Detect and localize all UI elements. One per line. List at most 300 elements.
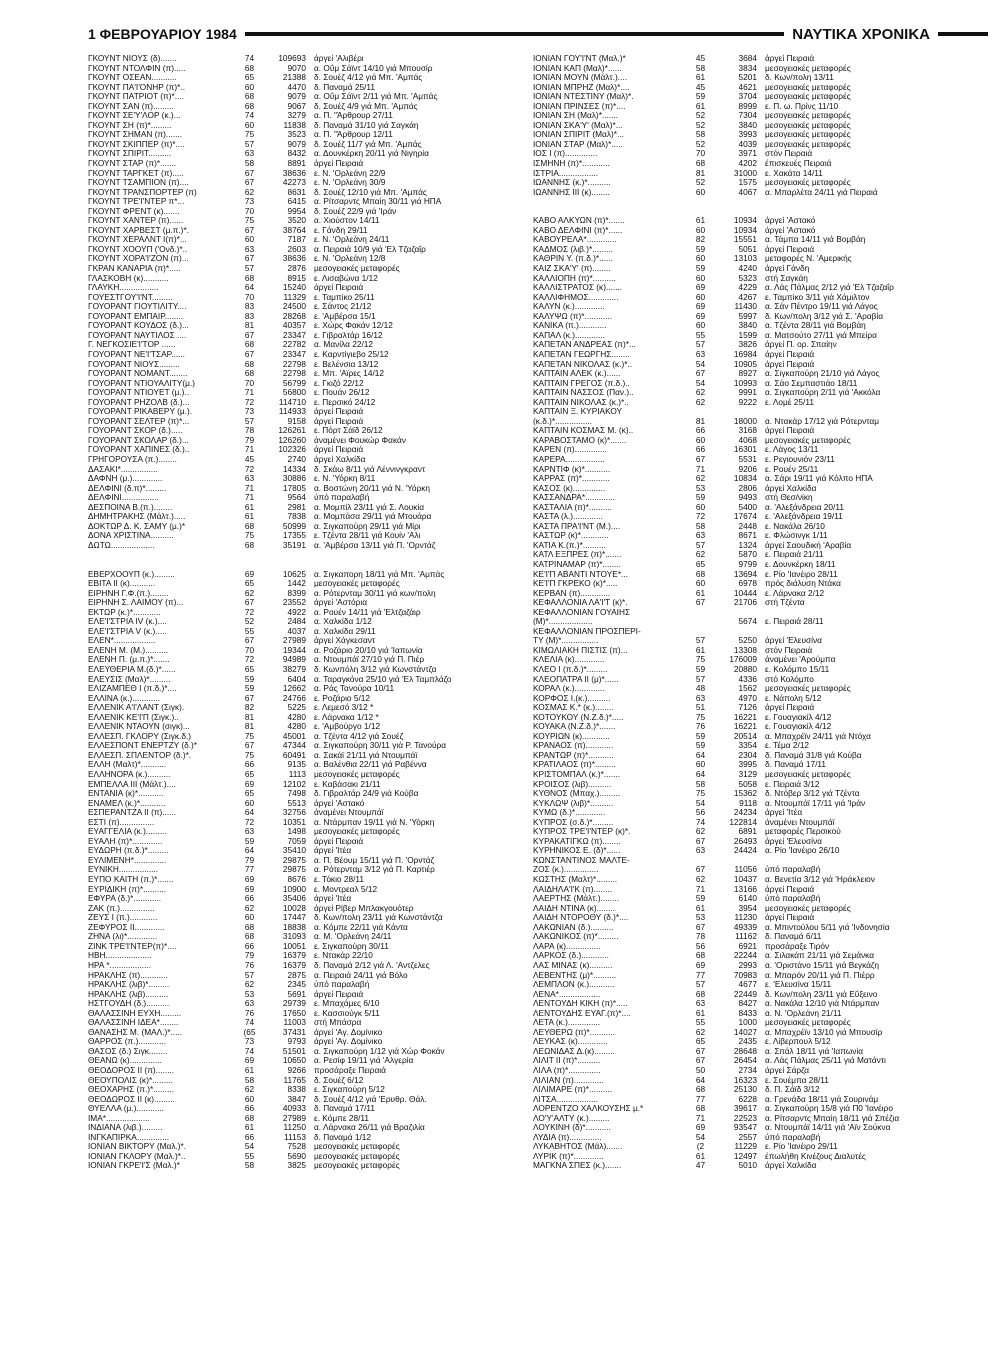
ship-row [88, 808, 528, 818]
ship-row [88, 818, 528, 828]
ship-position: α. Μομπάσα 29/11 γιά Μτουάρα [314, 512, 432, 522]
build-year: 52 [695, 178, 706, 188]
ship-name: ΚΥΘΝΟΣ (Μπαχ.)......... [533, 789, 621, 799]
ship-row [533, 1095, 973, 1105]
ship-name: ΓΚΟΥΝΤ ΤΣΑΜΠΙΟΝ (π).... [88, 178, 189, 188]
tonnage: 13308 [733, 645, 757, 655]
ship-row [88, 608, 528, 618]
ship-position: α. Π. "Άρθρουρ 12/11 [314, 130, 393, 140]
tonnage: 10625 [282, 569, 306, 579]
ship-position: έπισκευές Πειραιά [765, 159, 832, 169]
ship-position: ε. Καρντίγιεβο 25/12 [314, 349, 389, 359]
tonnage: 9954 [287, 206, 306, 216]
build-year: 60 [244, 1094, 255, 1104]
ship-name: (κ.δ.)*................ [533, 416, 593, 426]
ship-row [88, 111, 528, 121]
build-year: 71 [695, 884, 706, 894]
ship-row [533, 818, 973, 828]
build-year: 60 [244, 235, 255, 245]
tonnage: 126260 [278, 435, 306, 445]
ship-name: ΕΛΕ'Ι'ΣΤΡΙΑ V (κ.)..... [88, 626, 167, 636]
ship-name: ΔΟΝΑ ΧΡΙΣΤΙΝΑ.......... [88, 531, 174, 541]
build-year: 82 [244, 703, 255, 713]
tonnage: 4240 [738, 264, 757, 274]
build-year: 74 [244, 111, 255, 121]
ship-row [88, 703, 528, 713]
ship-position: δ. Παναμά 31/8 γιά Κούβα [765, 750, 862, 760]
tonnage: 16984 [733, 349, 757, 359]
ship-position: δ. Π. Σάϊδ 3/12 [765, 1085, 820, 1095]
tonnage: 12102 [282, 779, 306, 789]
ship-row [533, 846, 973, 856]
ship-position: ε. Κολόμπο 15/11 [765, 665, 830, 674]
ship-row [533, 235, 973, 245]
ship-position: άργεί Πειραιά [314, 283, 364, 293]
ship-row [88, 913, 528, 923]
build-year: 70 [244, 378, 255, 388]
ship-row [88, 121, 528, 131]
build-year: 63 [695, 693, 706, 703]
tonnage: 11250 [283, 1123, 306, 1133]
tonnage: 17650 [282, 1008, 306, 1018]
ship-position: δ. Παναμά 1/12 [314, 1132, 371, 1142]
ship-row [533, 54, 973, 64]
build-year: 67 [244, 178, 255, 188]
tonnage: 8915 [287, 273, 306, 283]
ship-name: ΘΑΣΟΣ (δ.) Σιγκ........ [88, 1046, 168, 1056]
build-year: 66 [244, 1104, 255, 1114]
tonnage: 126261 [278, 426, 306, 436]
build-year: 67 [244, 349, 255, 359]
tonnage: 94989 [282, 655, 306, 665]
ship-name: ΕΥΑΓΓΕΛΙΑ (κ.)......... [88, 827, 167, 837]
ship-name: ΙΟΝΙΑΝ ΜΟΥΝ (Μάλτ.).... [533, 73, 628, 83]
build-year: 76 [244, 960, 255, 970]
ship-position: ε. Πειραιά 3/12 [765, 779, 820, 789]
ship-name: ΔΗΜΗΤΡΑΚΗΣ (Μάλτ.)..... [88, 512, 186, 522]
tonnage: 10834 [733, 474, 757, 484]
tonnage: 18838 [282, 922, 306, 932]
ship-position: ε. Φλώσινγκ 1/11 [765, 531, 828, 541]
ship-row [88, 1123, 528, 1133]
build-year: 45 [244, 454, 255, 464]
build-year: 59 [695, 92, 706, 102]
ship-name: ΖΟΣ (κ.)............... [533, 865, 599, 875]
build-year: 57 [695, 980, 706, 990]
ship-name: ΚΑΒΟ ΔΕΛΦΙΝΙ (π)*...... [533, 225, 623, 235]
tonnage: 15551 [733, 235, 757, 245]
ship-row [88, 331, 528, 341]
ship-row [533, 522, 973, 532]
build-year: 69 [695, 311, 706, 321]
ship-position: δ. Σουέζ 11/7 γιά Μπ. 'Αμπάς [314, 139, 422, 149]
tonnage: 7187 [287, 235, 306, 245]
build-year: 66 [695, 445, 706, 455]
build-year: 57 [244, 416, 255, 426]
ship-position: ε. Λάρνακα 2/12 [765, 588, 825, 598]
ship-position: α. Ρεσίφ 19/11 γιά 'Αλγερία [314, 1056, 414, 1066]
build-year: 62 [695, 550, 706, 560]
tonnage: 9222 [738, 397, 757, 407]
ship-position: μεταφορές Ν. 'Αμερικής [765, 254, 852, 264]
ship-row [88, 885, 528, 895]
ship-position: α. Ντουμπάϊ 27/10 γιά Π. Πιέρ [314, 655, 425, 665]
build-year: 67 [695, 865, 706, 875]
tonnage: 93547 [733, 1123, 757, 1133]
build-year: 66 [244, 760, 255, 770]
ship-position: μεσογειακές μεταφορές [314, 770, 400, 780]
ship-row [533, 331, 973, 341]
build-year: 72 [244, 397, 255, 407]
build-year: 50 [695, 1065, 706, 1075]
ship-name: ΕΣΤΙ (π)............... [88, 817, 155, 827]
ship-row [533, 741, 973, 751]
build-year: 67 [244, 168, 255, 178]
ship-row [533, 760, 973, 770]
build-year: 68 [695, 569, 706, 579]
ship-name: ΚΥΚΛΩΨ (λιβ)*.......... [533, 798, 614, 808]
ship-row [533, 1076, 973, 1086]
ship-name: ΙΟΝΙΑΝ ΒΙΚΤΟΡΥ (Μαλ.)*. [88, 1142, 187, 1152]
ship-position: δ. Σουέζ 12/10 γιά Μπ. 'Αμπάς [314, 187, 427, 197]
ship-row [533, 274, 973, 284]
tonnage: 3995 [738, 760, 757, 770]
ship-position: ε. Λεμεσό 3/12 * [314, 703, 374, 713]
build-year: 81 [244, 321, 255, 331]
ship-position: ε. Πειραιά 28/11 [765, 617, 824, 627]
build-year: 81 [244, 722, 255, 732]
tonnage: 4621 [738, 82, 757, 92]
ship-name: ΚΑΠΕΤΑΝ ΓΕΩΡΓΗΣ........ [533, 349, 630, 359]
tonnage: 7838 [287, 512, 306, 522]
build-year: 61 [695, 1008, 706, 1018]
ship-position: α. Τζέντα 4/12 γιά Σουέζ [314, 731, 404, 741]
ship-row [533, 388, 973, 398]
ship-position: ε. Γκιζό 22/12 [314, 378, 364, 388]
tonnage: 10351 [282, 817, 306, 827]
build-year: 69 [244, 569, 255, 579]
tonnage: 9118 [739, 798, 757, 808]
tonnage: 10934 [733, 216, 757, 226]
ship-name: ΚΟΡΦΟΣ Ι.(κ.).......... [533, 693, 611, 703]
ship-name: ΕΥΝΙΚΗ................. [88, 865, 159, 875]
ship-name: ΓΚΟΥΝΤ ΧΑΝΤΕΡ (π)...... [88, 216, 184, 226]
ship-row [88, 379, 528, 389]
build-year: 64 [695, 1075, 706, 1085]
ship-name: ΚΑΔΜΟΣ (λιβ.)*......... [533, 244, 613, 254]
tonnage: 11229 [734, 1142, 757, 1152]
ship-name: ΙΣΜΗΝΗ (π)*............ [533, 159, 610, 169]
build-year: 55 [695, 1018, 706, 1028]
ship-row [88, 713, 528, 723]
ship-position: άργεί 'Αστακό [765, 216, 816, 226]
ship-row [88, 1028, 528, 1038]
ship-name: ΚΕΡΒΑΝ (π)............. [533, 588, 611, 598]
tonnage: 3847 [287, 1094, 306, 1104]
ship-row [88, 980, 528, 990]
ship-name: ΛΕΝΤΟΥΔΗ ΚΙΚΗ (π)*..... [533, 999, 628, 1009]
ship-row [88, 770, 528, 780]
ship-name: ΓΟΥΟΡΑΝΤ ΝΤΙΟΥΕΤ (μ.).. [88, 388, 190, 398]
build-year: 68 [244, 359, 255, 369]
ship-name: ΓΟΥΟΡΑΝΤ ΣΕΛΤΕΡ (π)*... [88, 416, 190, 426]
tonnage: 10650 [282, 1056, 306, 1066]
tonnage: 9991 [738, 388, 757, 398]
ship-row [88, 846, 528, 856]
ship-position: άργεί 'Αλιβέρι [314, 54, 364, 63]
ship-name: ΕΛΛΗΝΟΡΑ (κ.).......... [88, 770, 171, 780]
tonnage: 10028 [282, 903, 306, 913]
build-year: 81 [695, 416, 706, 426]
ship-position [765, 407, 973, 417]
ship-name: ΖΕΦΥΡΟΣ ΙΙ............. [88, 922, 165, 932]
tonnage: 5997 [738, 311, 757, 321]
ship-name: ΛΑΡΑ (κ)............... [533, 941, 601, 951]
tonnage: 42273 [282, 178, 306, 188]
build-year: 65 [695, 559, 706, 569]
ship-name: ΚΑΠΤΑΙΝ ΝΑΣΣΟΣ (Παν.).. [533, 388, 634, 398]
tonnage [717, 627, 765, 637]
ship-row [88, 827, 528, 837]
ship-position: α. Λάς Πάλμας 2/12 γιά 'Ελ Τζαζαΐρ [765, 283, 894, 293]
ship-position: ε. Κασσιούγκ 5/11 [314, 1008, 380, 1018]
ship-name: ΓΚΟΥΝΤ ΝΙΟΥΣ (δ)....... [88, 54, 177, 63]
ship-position: ε. Σιγκαπούρη 30/11 [314, 941, 389, 951]
build-year: 68 [244, 340, 255, 350]
build-year: 63 [244, 827, 255, 837]
tonnage: 11838 [283, 120, 306, 130]
ship-name: ΓΟΥΟΡΑΝΤ ΕΜΠΑΙΡ........ [88, 311, 184, 321]
ship-position: στή Μπάσρα [314, 1018, 362, 1028]
ship-name: ΕΛΛΗ (Μαλτ)*........... [88, 760, 167, 770]
build-year: 57 [695, 636, 706, 646]
build-year: 53 [695, 483, 706, 493]
tonnage: 25130 [733, 1085, 757, 1095]
ship-row [88, 684, 528, 694]
tonnage: 4922 [287, 607, 306, 617]
build-year: 69 [244, 779, 255, 789]
ship-row [88, 92, 528, 102]
tonnage: 22798 [282, 369, 306, 379]
ship-row [88, 245, 528, 255]
ship-row [88, 741, 528, 751]
ship-position: ε. Ταμπίκο 25/11 [314, 292, 375, 302]
ship-row [88, 675, 528, 685]
ship-name: ΖΕΥΣ Ι (π.)............ [88, 913, 158, 923]
ship-position: άναμένει Ντουμπάϊ [314, 808, 384, 818]
build-year: 68 [244, 369, 255, 379]
ship-name: ΚΑΠΤΑΙΝ ΑΛΕΚ (κ.)...... [533, 369, 621, 379]
ship-position: ε. Ρουέν 25/11 [765, 464, 819, 474]
ship-name: ΛΙΛΙΤ ΙΙ (π)*.......... [533, 1056, 601, 1066]
ship-position: άργεί Πειραιά [314, 407, 364, 417]
build-year: 52 [695, 120, 706, 130]
build-year: 45 [695, 82, 706, 92]
tonnage: 5513 [287, 798, 306, 808]
ship-position: α. Χιούστον 14/11 [314, 216, 380, 226]
ship-row [533, 426, 973, 436]
ship-position: α. Σάρι 19/11 γιά Κόλπο ΗΠΑ [765, 474, 873, 484]
build-year: 61 [695, 645, 706, 655]
ship-name: ΚΑΠΤΑΙΝ ΓΡΕΓΟΣ (π.δ.).. [533, 378, 630, 388]
build-year: 68 [695, 1104, 706, 1114]
ship-name: ΙΟΝΙΑΝ ΓΟΥ'Ι'ΝΤ (Μαλ.)* [533, 54, 626, 63]
build-year: 67 [695, 1056, 706, 1066]
ship-position: ε. Μπαχάμες 6/10 [314, 999, 380, 1009]
ship-row [533, 283, 973, 293]
tonnage: 4202 [738, 159, 757, 169]
tonnage: 7304 [738, 111, 757, 121]
build-year: 52 [244, 617, 255, 627]
tonnage: 8891 [287, 159, 306, 169]
tonnage: 15240 [282, 283, 306, 293]
tonnage: 2448 [738, 521, 757, 531]
ship-row [533, 1028, 973, 1038]
ship-position: δ. Παναμά 6/11 [765, 932, 822, 942]
ship-name: ΚΑΡΕΡΑ................. [533, 454, 605, 464]
build-year: 60 [695, 760, 706, 770]
ship-row [88, 398, 528, 408]
ship-row [533, 1152, 973, 1162]
ship-row [88, 627, 528, 637]
ship-row [533, 646, 973, 656]
build-year: 72 [244, 607, 255, 617]
ship-name: ΚΑΣΤΑ (λ.)............. [533, 512, 603, 522]
ship-row [88, 971, 528, 981]
ship-row [88, 388, 528, 398]
tonnage: 5400 [738, 502, 757, 512]
build-year: 66 [695, 426, 706, 436]
tonnage: 9799 [738, 559, 757, 569]
build-year: 65 [244, 73, 255, 83]
tonnage: 26493 [733, 836, 757, 846]
tonnage: 11765 [283, 1075, 306, 1085]
ship-row [533, 407, 973, 417]
ship-position: ε. Ν. 'Υόρκη 8/11 [314, 474, 376, 484]
tonnage: 3354 [738, 741, 757, 751]
build-year: 81 [244, 712, 255, 722]
tonnage: 20514 [733, 731, 757, 741]
ship-row [88, 283, 528, 293]
build-year: 73 [244, 407, 255, 417]
ship-name: ΚΑΤΡΙΝΑΜΑΡ (π)*........ [533, 559, 621, 569]
tonnage: 6978 [738, 579, 757, 589]
ship-position: μεσογειακές μεταφορές [314, 579, 400, 589]
ship-position: ε. Λισαβώνα 1/12 [314, 273, 378, 283]
ship-position: άργεί Πειραιά [765, 703, 815, 713]
build-year: 71 [244, 388, 255, 398]
tonnage: 5674 [738, 617, 757, 627]
build-year: 75 [695, 712, 706, 722]
tonnage: 5201 [738, 73, 757, 83]
tonnage: 9135 [287, 760, 306, 770]
tonnage: 9067 [287, 101, 306, 111]
ship-row [533, 474, 973, 484]
tonnage: 50999 [282, 521, 306, 531]
tonnage: 4280 [287, 722, 306, 732]
ship-name: ΙΟΝΙΑΝ ΣΚΑ'Υ' (Μαλ)*... [533, 120, 623, 130]
ship-position: ε. Ρεγιουνιόν 23/11 [765, 454, 835, 464]
ship-row [533, 340, 973, 350]
ship-position: άργεί 'Ιτέα [314, 894, 352, 904]
tonnage: 60491 [282, 750, 306, 760]
ship-name: ΚΑΠΤΑΙΝ ΚΟΣΜΑΣ Μ. (κ).. [533, 426, 634, 436]
tonnage [717, 608, 765, 618]
ship-name: ΔΟΚΤΩΡ Δ. Κ. ΣΑΜΥ (μ.)* [88, 521, 186, 531]
ship-row [88, 837, 528, 847]
ship-name: ΛΟ'Υ'ΑΛΤΥ (κ.)......... [533, 1113, 610, 1123]
tonnage: 5250 [738, 636, 757, 646]
tonnage: 22244 [733, 951, 757, 961]
ship-name: ΕΙΡΗΝΗ Γ.Φ.(π.)........ [88, 588, 169, 598]
ship-row [88, 1056, 528, 1066]
ship-row [88, 579, 528, 589]
ship-name: ΘΕΟΔΩΡΟΣ ΙΙ (κ)......... [88, 1094, 175, 1104]
ship-name: ΓΚΟΥΝΤ ΠΑ'Ι'ΟΝΗΡ (π)*.. [88, 82, 185, 92]
build-year: 57 [244, 139, 255, 149]
ship-row [88, 541, 528, 551]
ship-position: α. Ν. 'Ορλεάνη 21/11 [765, 1008, 842, 1018]
ship-position: α. Τζέντα 28/11 γιά Βομβάη [765, 321, 866, 331]
build-year: 59 [695, 894, 706, 904]
build-year: 67 [244, 636, 255, 646]
ship-name: ΛΕΥΚΑΣ (κ)............. [533, 1037, 608, 1047]
ship-name: ΔΑΦΝΗ (μ.)............. [88, 474, 163, 484]
ship-row [533, 350, 973, 360]
ship-row [88, 856, 528, 866]
tonnage: 109693 [278, 54, 306, 63]
ship-row [88, 474, 528, 484]
ship-position: ε. Ρίο 'Ιανέιρο 28/11 [765, 569, 838, 579]
tonnage: 3840 [738, 321, 757, 331]
ship-row [533, 1009, 973, 1019]
ship-name: ΚΑΠΕΤΑΝ ΑΝΔΡΕΑΣ (π)*... [533, 340, 636, 350]
tonnage: 4037 [287, 626, 306, 636]
build-year: 63 [244, 999, 255, 1009]
ship-name: ΛΑΙΔΗΛΑ'Ι'Κ (π)........ [533, 884, 612, 894]
tonnage: 38764 [282, 225, 306, 235]
ship-row [88, 64, 528, 74]
ship-name: ΙΟΣ Ι (π).............. [533, 149, 598, 159]
build-year: 60 [695, 187, 706, 197]
build-year: 75 [695, 655, 706, 665]
ship-name: ΛΕΤΑ (κ.).............. [533, 1018, 601, 1028]
build-year: 64 [244, 846, 255, 856]
build-year: 54 [695, 798, 706, 808]
build-year: 56 [695, 941, 706, 951]
ship-position: α. Δουνκέρκη 20/11 γιά Νιγηρία [314, 149, 429, 159]
tonnage: 26454 [733, 1056, 757, 1066]
build-year: 68 [244, 101, 255, 111]
ship-position: α. Ντάρμπαν 19/11 γιά Ν. 'Υόρκη [314, 817, 435, 827]
build-year: 63 [244, 474, 255, 484]
ship-row [533, 570, 973, 580]
ship-position: μεσογειακές μεταφορές [314, 1161, 400, 1171]
ship-position: α. Τάμπα 14/11 γιά Βομβάη [765, 235, 866, 245]
tonnage: 1562 [738, 684, 757, 694]
ship-position: α. Νακάλα 12/10 γιά Ντάρμπαν [765, 999, 880, 1009]
tonnage: 22798 [282, 359, 306, 369]
ship-row [88, 455, 528, 465]
ship-name: ΔΑΣΑΚΙ*................ [88, 464, 158, 474]
build-year: 53 [695, 913, 706, 923]
build-year: 58 [695, 63, 706, 73]
build-year: (2 [696, 1142, 705, 1152]
build-year: 74 [244, 1018, 255, 1028]
ship-position: στόν Πειραιά [765, 645, 813, 655]
ship-position: δ. Κων/πολη 23/11 γιά Κωνστάντζα [314, 913, 443, 923]
section-spacer [533, 197, 973, 207]
